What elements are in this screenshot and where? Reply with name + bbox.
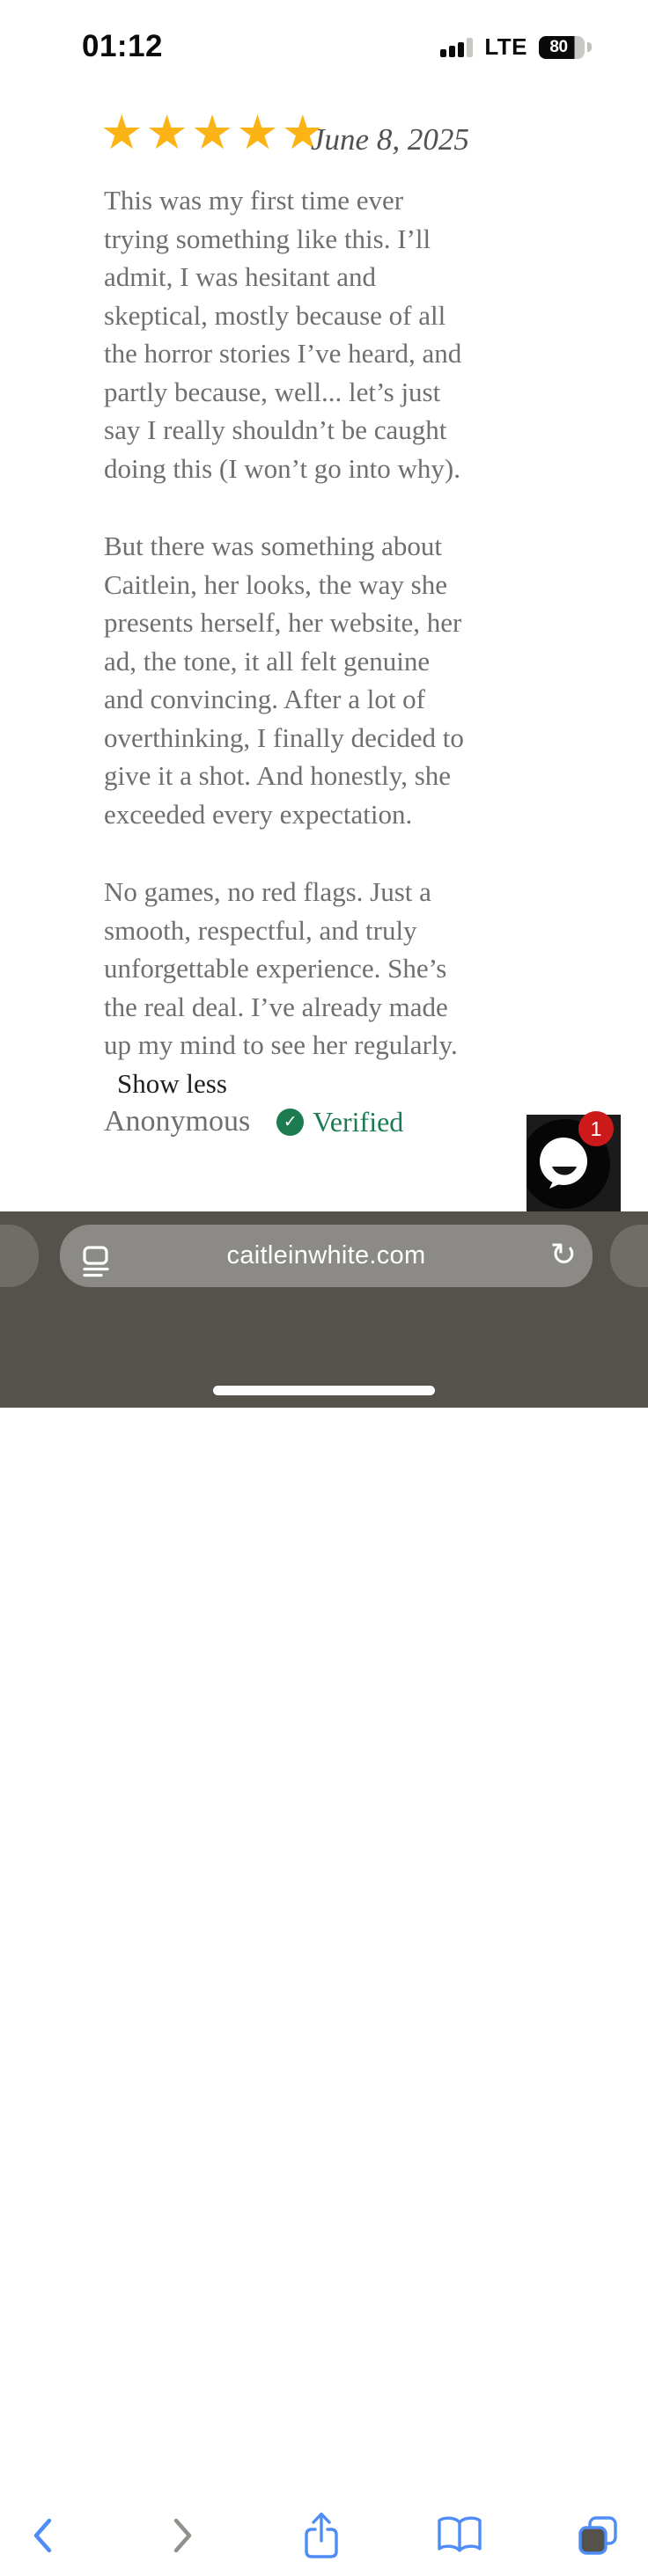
page-settings-icon[interactable] [78,1241,115,1286]
forward-chevron-icon [173,2517,194,2554]
url-text: caitleinwhite.com [226,1241,426,1270]
review-text-line: unforgettable experience. She’s [104,953,447,984]
review-author-row [104,1105,403,1138]
review-text-line: No games, no red flags. Just a [104,876,431,907]
battery-cap [587,42,592,52]
browser-chrome [0,1211,648,1408]
review-text-line: the real deal. I’ve already made [104,991,448,1022]
bookmarks-book-icon [435,2515,484,2556]
review-body [104,181,526,1102]
back-chevron-icon [32,2517,53,2554]
review-text-line: partly because, well... let’s just [104,376,441,407]
review-text-line: exceeded every expectation. [104,798,413,830]
bookmarks-button[interactable] [407,2495,512,2576]
battery-icon [539,36,585,59]
review-text-line: overthinking, I finally decided to [104,721,464,753]
address-bar[interactable] [60,1225,593,1287]
review-text-line: But there was something about [104,531,442,561]
review-text-line: skeptical, mostly because of all [104,299,446,331]
status-time: 01:12 [81,29,164,63]
review-text-line: and convincing. After a lot of [104,684,426,714]
tab-preview-left[interactable] [0,1225,39,1287]
verified-label: Verified [313,1105,404,1138]
review-paragraph [104,527,526,833]
network-type-label: LTE [484,33,527,60]
review-text-line: up my mind to see her regularly. [104,1029,458,1060]
status-indicators [440,33,592,61]
review-date: June 8, 2025 [311,122,469,157]
share-icon [300,2511,342,2560]
review-paragraph [104,181,526,487]
review-text-line: smooth, respectful, and truly [104,914,417,946]
home-indicator [213,1386,435,1395]
tabs-icon [578,2515,618,2556]
verified-check-icon: ✓ [276,1109,304,1136]
forward-button [130,2495,236,2576]
review-text-line: presents herself, her website, her [104,607,462,638]
review-text-line: doing this (I won’t go into why). [104,452,460,484]
star-rating: ★★★★★ [100,105,328,160]
review-text-line: say I really shouldn’t be caught [104,414,447,445]
review-text-line: give it a shot. And honestly, she [104,760,452,791]
share-button[interactable] [269,2495,374,2576]
review-text-line: Caitlein, her looks, the way she [104,568,447,600]
review-text-line: This was my first time ever [104,185,404,216]
reload-icon[interactable]: ↻ [549,1237,577,1273]
show-less-link[interactable]: Show less [117,1067,227,1099]
battery-percent: 80 [549,37,568,56]
tabs-button[interactable] [545,2495,648,2576]
back-button[interactable] [0,2495,95,2576]
cellular-signal-icon [440,38,473,57]
notification-badge: 1 [578,1111,614,1146]
tab-preview-right[interactable] [610,1225,648,1287]
author-name: Anonymous [104,1105,251,1138]
review-text-line: ad, the tone, it all felt genuine [104,645,431,677]
review-text-line: trying something like this. I’ll [104,223,431,254]
review-text-line: the horror stories I’ve heard, and [104,338,462,369]
review-text-line: admit, I was hesitant and [104,261,377,292]
review-paragraph [104,873,526,1065]
